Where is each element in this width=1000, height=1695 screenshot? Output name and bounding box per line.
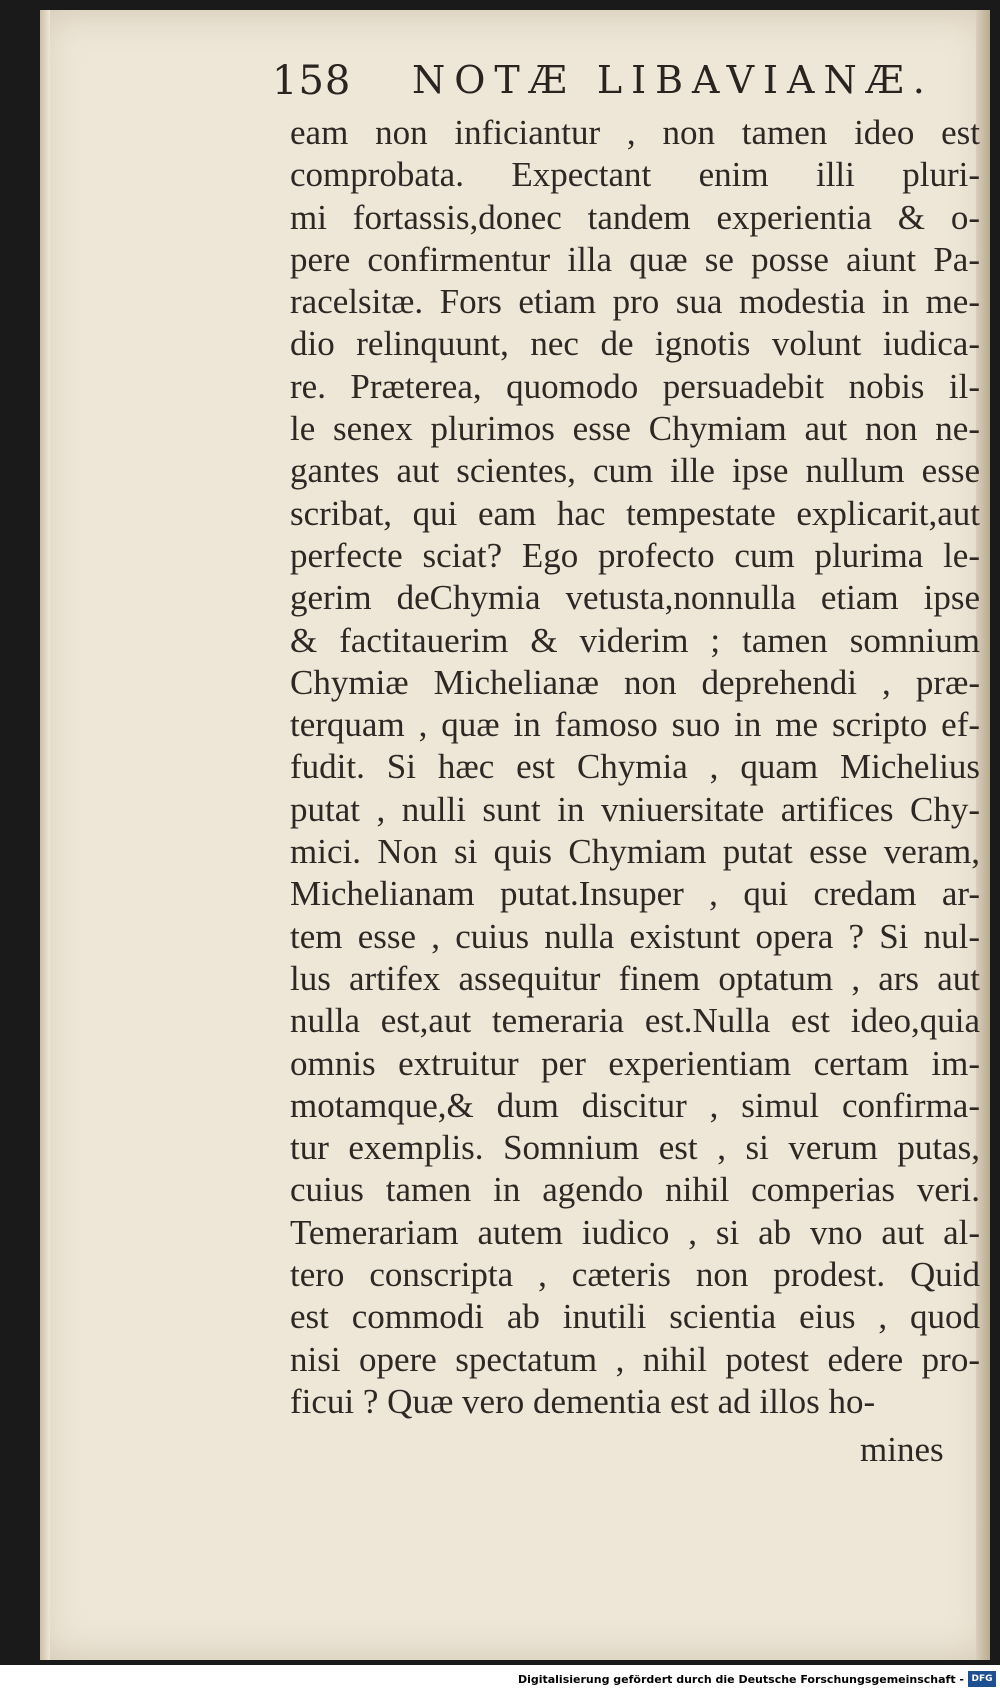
text-line: fudit. Si hæc est Chymia , quam Michelius [290,747,980,787]
text-line: mici. Non si quis Chymiam putat esse veram, [290,832,980,872]
text-line: eam non inficiantur , non tamen ideo est [290,113,980,152]
text-line: le senex plurimos esse Chymiam aut non ne- [290,409,980,449]
catchword: mines [860,1430,944,1469]
page-number: 158 [272,58,352,104]
text-line: perfecte sciat? Ego profecto cum plurima le- [290,535,980,575]
text-line: Temerariam autem iudico , si ab vno aut al- [290,1212,980,1252]
text-line: tem esse , cuius nulla existunt opera ? Si nul- [290,916,980,956]
text-line: est commodi ab inutili scientia eius , quod [290,1297,980,1337]
text-line: dio relinquunt, nec de ignotis volunt iudica- [290,324,980,364]
text-line: nulla est,aut temeraria est.Nulla est ideo,quia [290,1001,980,1041]
text-line: Chymiæ Michelianæ non deprehendi , præ- [290,662,980,702]
page-gutter [40,10,50,1660]
text-line: lus artifex assequitur finem optatum , ars aut [290,958,980,998]
running-title: NOTÆ LIBAVIANÆ. [412,58,934,102]
text-line: omnis extruitur per experientiam certam im- [290,1043,980,1083]
funding-credit: Digitalisierung gefördert durch die Deutsche Forschungsgemeinschaft - [517,1673,964,1686]
text-line: tur exemplis. Somnium est , si verum putas, [290,1128,980,1168]
text-line: cuius tamen in agendo nihil comperias veri. [290,1170,980,1210]
text-line: ficui ? Quæ vero dementia est ad illos ho- [290,1381,876,1421]
text-line: scribat, qui eam hac tempestate explicarit,aut [290,493,980,533]
text-line: pere confirmentur illa quæ se posse aiunt Pa- [290,239,980,279]
text-line: tero conscripta , cæteris non prodest. Quid [290,1255,980,1295]
text-line: comprobata. Expectant enim illi pluri- [290,155,980,195]
body-text [290,112,980,1423]
text-line: motamque,& dum discitur , simul confirma- [290,1085,980,1125]
text-line: racelsitæ. Fors etiam pro sua modestia in me- [290,282,980,322]
dfg-logo: DFG [968,1671,996,1687]
text-line: & factitauerim & viderim ; tamen somnium [290,620,980,660]
text-line: re. Præterea, quomodo persuadebit nobis il- [290,366,980,406]
text-line: terquam , quæ in famoso suo in me scripto ef- [290,705,980,745]
text-line: putat , nulli sunt in vniuersitate artifices Chy- [290,789,980,829]
footer [0,1665,1000,1695]
text-line: gantes aut scientes, cum ille ipse nullum esse [290,451,980,491]
text-line: mi fortassis,donec tandem experientia & o- [290,197,980,237]
text-line: gerim deChymia vetusta,nonnulla etiam ipse [290,578,980,618]
running-head [272,52,934,108]
text-line: nisi opere spectatum , nihil potest edere pro- [290,1339,980,1379]
text-line: Michelianam putat.Insuper , qui credam ar- [290,874,980,914]
